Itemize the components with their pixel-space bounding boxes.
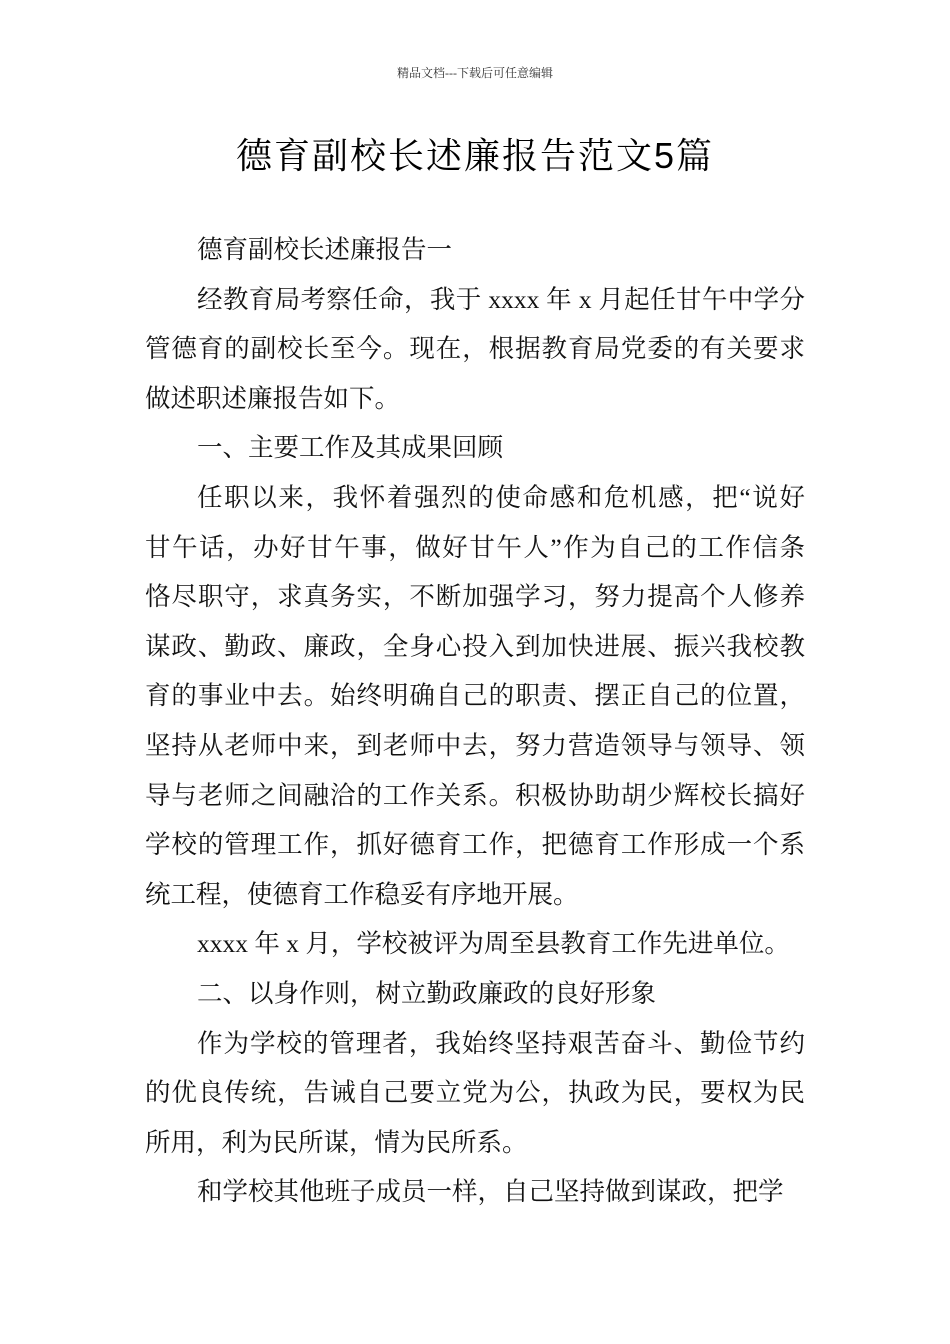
text-line: 做述职述廉报告如下。 — [145, 383, 401, 413]
text-line: 德育副校长述廉报告一 — [197, 235, 453, 264]
text-line: 管德育的副校长至今。现在，根据教育局党委的有关要求 — [145, 334, 805, 364]
text-line: 作为学校的管理者，我始终坚持艰苦奋斗、勤俭节约 — [197, 1028, 805, 1058]
paragraph — [145, 280, 805, 429]
text-line: 恪尽职守，求真务实，不断加强学习，努力提高个人修养 — [145, 582, 805, 612]
paragraph — [145, 1172, 805, 1222]
text-line: 二、以身作则，树立勤政廉政的良好形象 — [197, 978, 657, 1008]
document-body — [145, 230, 805, 1222]
paragraph — [145, 230, 805, 280]
text-line: 和学校其他班子成员一样，自己坚持做到谋政，把学 — [197, 1177, 784, 1207]
text-line: 学校的管理工作，抓好德育工作，把德育工作形成一个系 — [145, 830, 805, 860]
text-line: 一、主要工作及其成果回顾 — [197, 433, 504, 463]
text-line: 甘午话，办好甘午事，做好甘午人”作为自己的工作信条 — [145, 532, 805, 562]
text-line: 统工程，使德育工作稳妥有序地开展。 — [145, 879, 579, 909]
text-line: xxxx 年 x 月，学校被评为周至县教育工作先进单位。 — [197, 929, 790, 959]
text-line: 经教育局考察任命，我于 xxxx 年 x 月起任甘午中学分 — [197, 284, 805, 314]
text-line: 谋政、勤政、廉政，全身心投入到加快进展、振兴我校教 — [145, 631, 805, 661]
paragraph — [145, 478, 805, 924]
text-line: 坚持从老师中来，到老师中去，努力营造领导与领导、领 — [145, 730, 805, 760]
text-line: 导与老师之间融洽的工作关系。积极协助胡少辉校长搞好 — [145, 780, 805, 810]
text-line: 育的事业中去。始终明确自己的职责、摆正自己的位置， — [145, 681, 805, 711]
paragraph — [145, 974, 805, 1024]
text-line: 的优良传统，告诫自己要立党为公，执政为民，要权为民 — [145, 1078, 805, 1108]
paragraph — [145, 428, 805, 478]
paragraph — [145, 1024, 805, 1173]
text-line: 任职以来，我怀着强烈的使命感和危机感，把“说好 — [197, 482, 805, 512]
page-header: 精品文档---下载后可任意编辑 — [397, 66, 553, 80]
text-line: 所用，利为民所谋，情为民所系。 — [145, 1127, 528, 1157]
paragraph — [145, 924, 805, 974]
document-title: 德育副校长述廉报告范文5篇 — [235, 135, 715, 176]
